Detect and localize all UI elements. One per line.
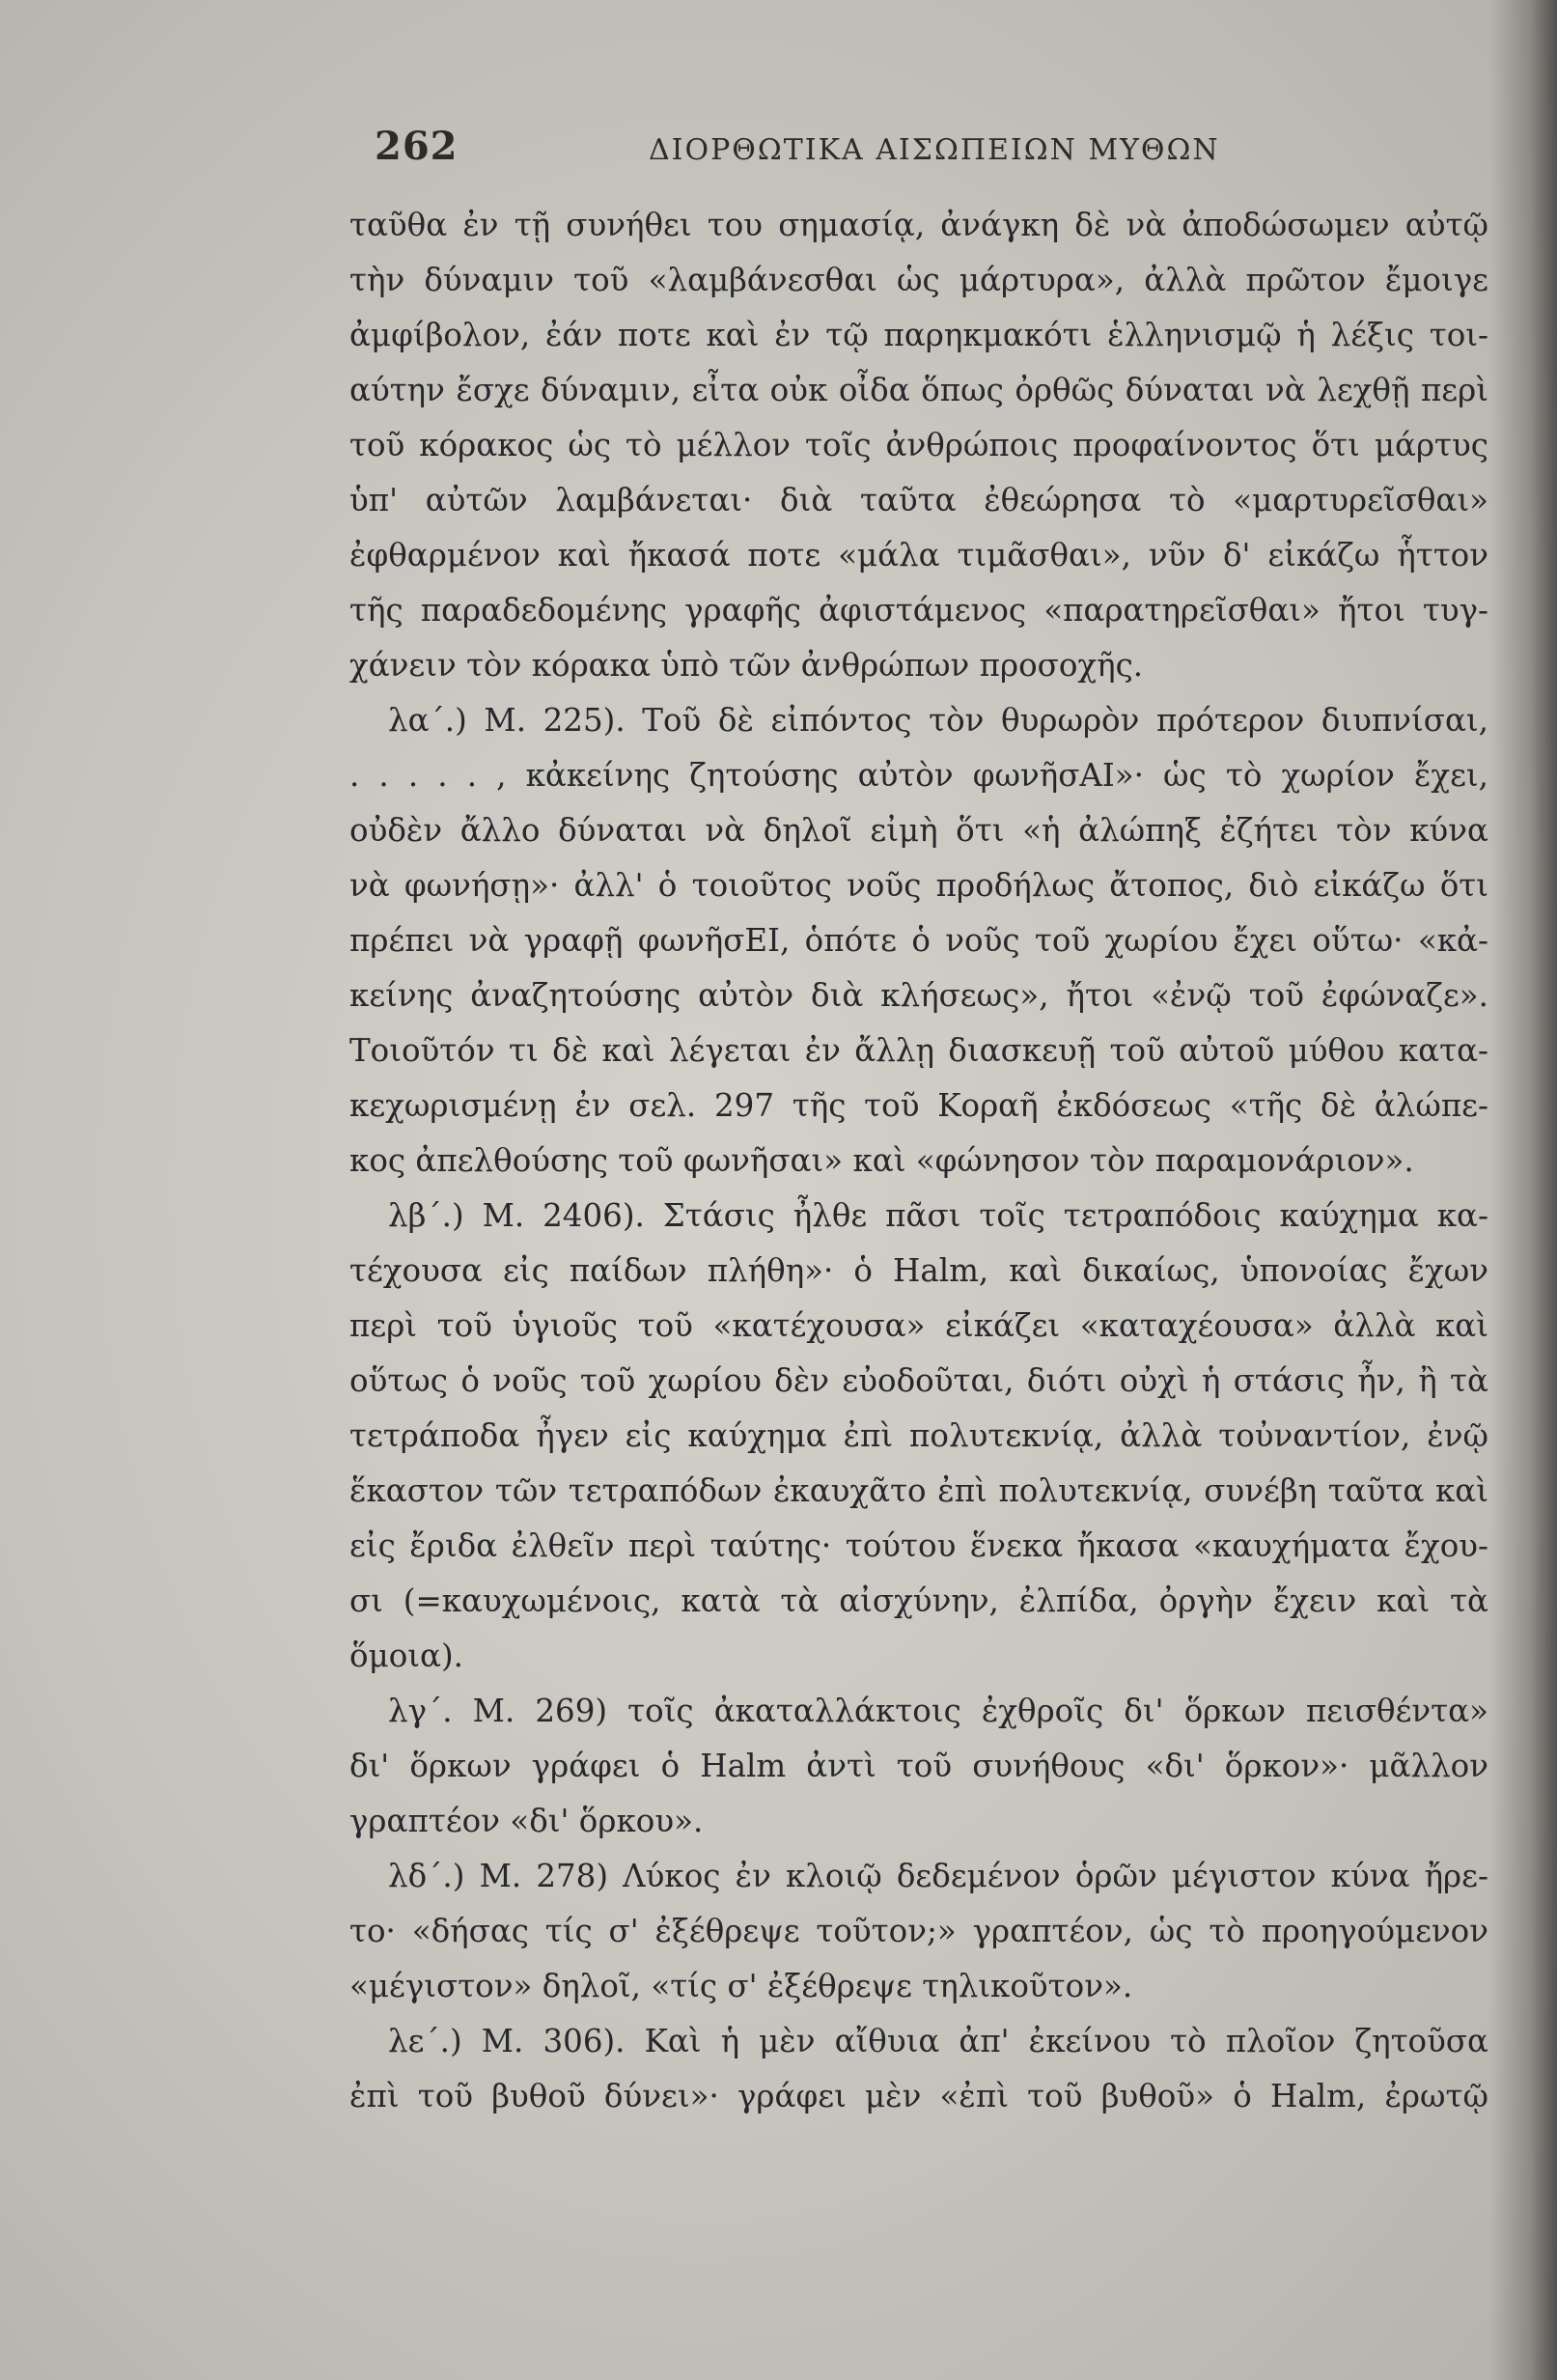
text-line: λγ΄. Μ. 269) τοῖς ἀκαταλλάκτοις ἐχθροῖς δι' ὅρκων πεισθέντα» — [388, 1693, 1488, 1729]
page-edge-shadow — [1489, 0, 1557, 2380]
text-line: «μέγιστον» δηλοῖ, «τίς σ' ἐξέθρεψε τηλικοῦτον». — [349, 1968, 1133, 2004]
text-line: λβ΄.) Μ. 2406). Στάσις ἦλθε πᾶσι τοῖς τετραπόδοις καύχημα κα- — [388, 1197, 1488, 1234]
text-line: ταῦθα ἐν τῇ συνήθει του σημασίᾳ, ἀνάγκη δὲ νὰ ἀποδώσωμεν αὐτῷ — [349, 207, 1488, 243]
text-line: δι' ὅρκων γράφει ὁ Halm ἀντὶ τοῦ συνήθους «δι' ὅρκον»· μᾶλλον — [349, 1748, 1488, 1784]
text-line: σι (=καυχωμένοις, κατὰ τὰ αἰσχύνην, ἐλπίδα, ὀργὴν ἔχειν καὶ τὰ — [349, 1582, 1488, 1619]
text-line: οὐδὲν ἄλλο δύναται νὰ δηλοῖ εἰμὴ ὅτι «ἡ ἀλώπηξ ἐζήτει τὸν κύνα — [349, 812, 1488, 849]
text-line: ἐφθαρμένον καὶ ἤκασά ποτε «μάλα τιμᾶσθαι», νῦν δ' εἰκάζω ἧττον — [349, 537, 1488, 574]
text-line: . . . . . , κἀκείνης ζητούσης αὐτὸν φωνῆσΑΙ»· ὡς τὸ χωρίον ἔχει, — [349, 757, 1488, 794]
page-number: 262 — [375, 124, 459, 169]
text-line: κεχωρισμένῃ ἐν σελ. 297 τῆς τοῦ Κοραῆ ἐκδόσεως «τῆς δὲ ἀλώπε- — [349, 1087, 1488, 1124]
text-line: το· «δήσας τίς σ' ἐξέθρεψε τοῦτον;» γραπτέον, ὡς τὸ προηγούμενον — [349, 1913, 1488, 1949]
text-line: ἕκαστον τῶν τετραπόδων ἐκαυχᾶτο ἐπὶ πολυτεκνίᾳ, συνέβη ταῦτα καὶ — [349, 1472, 1488, 1509]
text-line: ὅμοια). — [349, 1638, 463, 1674]
text-line: λδ΄.) Μ. 278) Λύκος ἐν κλοιῷ δεδεμένον ὁρῶν μέγιστον κύνα ἤρε- — [388, 1858, 1488, 1894]
text-line: λα΄.) Μ. 225). Τοῦ δὲ εἰπόντος τὸν θυρωρὸν πρότερον διυπνίσαι, — [388, 702, 1488, 739]
text-line: νὰ φωνήσῃ»· ἀλλ' ὁ τοιοῦτος νοῦς προδήλως ἄτοπος, διὸ εἰκάζω ὅτι — [349, 867, 1488, 904]
text-line: γραπτέον «δι' ὅρκου». — [349, 1803, 704, 1839]
running-title: ΔΙΟΡΘΩΤΙΚΑ ΑΙΣΩΠΕΙΩΝ ΜΥΘΩΝ — [649, 133, 1220, 167]
text-line: τῆς παραδεδομένης γραφῆς ἀφιστάμενος «παρατηρεῖσθαι» ἤτοι τυγ- — [349, 592, 1488, 629]
text-line: ἀμφίβολον, ἐάν ποτε καὶ ἐν τῷ παρηκμακότι ἑλληνισμῷ ἡ λέξις τοι- — [349, 317, 1488, 353]
text-line: εἰς ἔριδα ἐλθεῖν περὶ ταύτης· τούτου ἕνεκα ἤκασα «καυχήματα ἔχου- — [349, 1527, 1488, 1564]
text-line: τοῦ κόρακος ὡς τὸ μέλλον τοῖς ἀνθρώποις προφαίνοντος ὅτι μάρτυς — [349, 427, 1488, 463]
text-line: τὴν δύναμιν τοῦ «λαμβάνεσθαι ὡς μάρτυρα», ἀλλὰ πρῶτον ἔμοιγε — [349, 262, 1488, 298]
running-head — [375, 124, 1475, 182]
text-line: αύτην ἔσχε δύναμιν, εἶτα οὐκ οἶδα ὅπως ὀρθῶς δύναται νὰ λεχθῇ περὶ — [349, 372, 1488, 408]
text-line: τέχουσα εἰς παίδων πλήθη»· ὁ Halm, καὶ δικαίως, ὑπονοίας ἔχων — [349, 1252, 1488, 1289]
body-text — [349, 198, 1488, 2124]
text-line: χάνειν τὸν κόρακα ὑπὸ τῶν ἀνθρώπων προσοχῆς. — [349, 647, 1144, 684]
text-line: ἐπὶ τοῦ βυθοῦ δύνει»· γράφει μὲν «ἐπὶ τοῦ βυθοῦ» ὁ Halm, ἐρωτῷ — [349, 2078, 1488, 2114]
text-line: οὕτως ὁ νοῦς τοῦ χωρίου δὲν εὐοδοῦται, διότι οὐχὶ ἡ στάσις ἦν, ἢ τὰ — [349, 1362, 1488, 1399]
text-line: ὑπ' αὐτῶν λαμβάνεται· διὰ ταῦτα ἐθεώρησα τὸ «μαρτυρεῖσθαι» — [349, 482, 1488, 518]
text-line: τετράποδα ἦγεν εἰς καύχημα ἐπὶ πολυτεκνίᾳ, ἀλλὰ τοὐναντίον, ἐνῷ — [349, 1417, 1488, 1454]
text-line: Τοιοῦτόν τι δὲ καὶ λέγεται ἐν ἄλλῃ διασκευῇ τοῦ αὐτοῦ μύθου κατα- — [349, 1032, 1488, 1069]
text-line: περὶ τοῦ ὑγιοῦς τοῦ «κατέχουσα» εἰκάζει «καταχέουσα» ἀλλὰ καὶ — [349, 1307, 1488, 1344]
text-line: κείνης ἀναζητούσης αὐτὸν διὰ κλήσεως», ἤτοι «ἐνῷ τοῦ ἐφώναζε». — [349, 977, 1488, 1014]
text-line: κος ἀπελθούσης τοῦ φωνῆσαι» καὶ «φώνησον τὸν παραμονάριον». — [349, 1142, 1414, 1179]
text-line: πρέπει νὰ γραφῇ φωνῆσΕΙ, ὁπότε ὁ νοῦς τοῦ χωρίου ἔχει οὕτω· «κἀ- — [349, 922, 1488, 959]
text-line: λε΄.) Μ. 306). Καὶ ἡ μὲν αἴθυια ἀπ' ἐκείνου τὸ πλοῖον ζητοῦσα — [388, 2023, 1488, 2059]
